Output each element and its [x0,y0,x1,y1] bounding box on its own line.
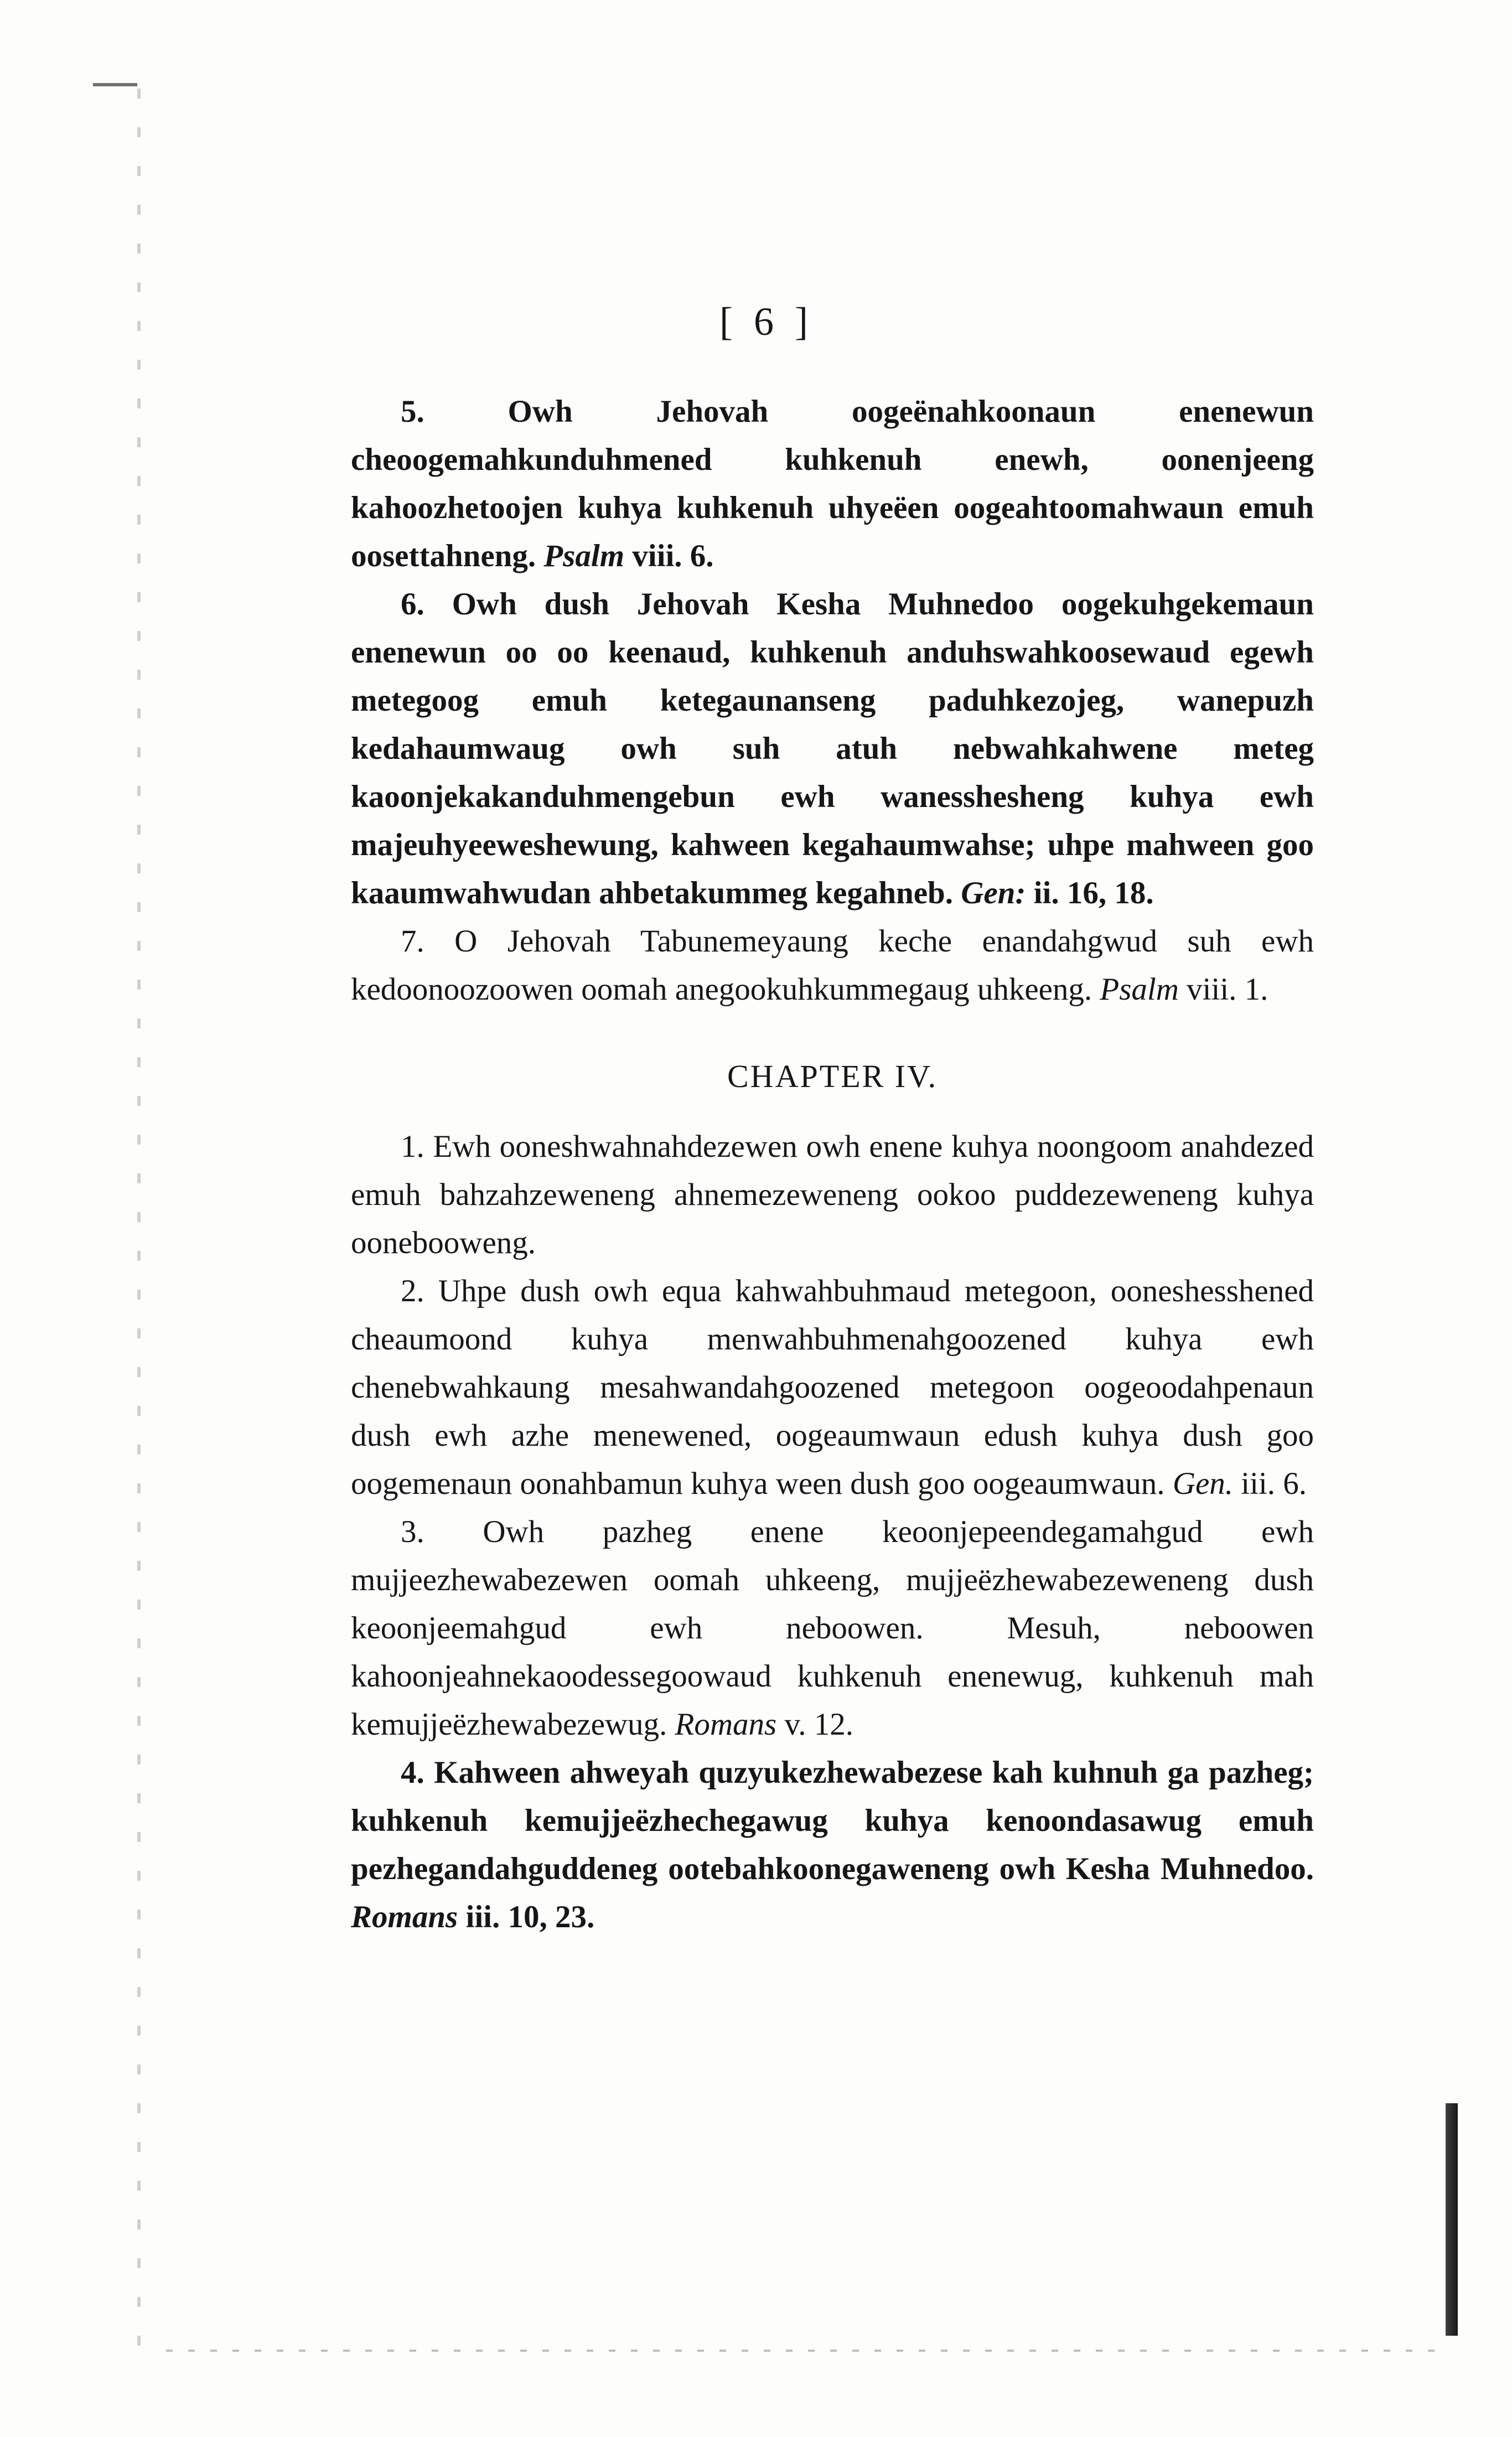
verse-citation: Romans [675,1707,777,1742]
verse-text: 1. Ewh ooneshwahnahdezewen owh enene kuhya noongoom anahdezed emuh bahzahzeweneng ahnemezeweneng ookoo puddezeweneng kuhya ooneboowеng. [351,1129,1314,1260]
page-body [351,387,1314,1941]
verse-text: 2. Uhpe dush owh equa kahwahbuhmaud metegoon, ooneshesshened cheaumoond kuhya menwahbuhmenahgoozened kuhya ewh chenebwahkaung mesahwandahgoozened metegoon oogeoodahpenaun dush ewh azhe menewened, oogeaumwaun edush kuhya dush goo oogemenaun oonahbamun kuhya ween dush goo oogeaumwaun. [351,1274,1314,1501]
verse-reference: iii. 6. [1241,1466,1307,1501]
chapter4-verse-1 [351,1122,1314,1267]
verse-text: 4. Kahween ahweyah quzyukezhewabezese kah kuhnuh ga pazheg; kuhkenuh kemujjeëzhechegawug kuhya kenoondasawug emuh pezhegandahguddeneg ootebahkoonegaweneng owh Kesha Muhnedoo. [351,1755,1314,1886]
scan-edge-left [137,89,141,2358]
page-number: [ 6 ] [719,299,814,344]
verse-citation: Psalm [1100,972,1179,1007]
verse-citation: Gen: [961,876,1026,910]
verse-reference: viii. 1. [1187,972,1268,1007]
verse-text: 6. Owh dush Jehovah Kesha Muhnedoo oogekuhgekemaun enenewun oo oo keenaud, kuhkenuh anduhswahkoosewaud egewh metegoog emuh ketegaunanseng paduhkezojeg, wanepuzh kedahaumwaug owh suh atuh nebwahkahwene meteg kaoonjekakanduhmengebun ewh wanesshesheng kuhya ewh majeuhyeeweshewung, kahween kegahaumwahse; uhpe mahween goo kaaumwahwudan ahbetakummeg kegahneb. [351,587,1314,910]
verse-citation: Gen. [1172,1466,1234,1501]
chapter4-verse-3 [351,1508,1314,1748]
chapter4-verse-2 [351,1267,1314,1508]
chapter-heading: CHAPTER IV. [727,1058,938,1094]
verse-text: 7. O Jehovah Tabunemeyaung keche enandahgwud suh ewh kedoonoozoowen oomah anegookuhkummegaug uhkeeng. [351,924,1314,1007]
verse-reference: viii. 6. [632,539,714,573]
verse-5 [351,387,1314,580]
scan-edge-bottom [166,2350,1439,2352]
scan-edge-right [1446,2103,1458,2336]
verse-text: 5. Owh Jehovah oogeënahkoonaun enenewun cheoogemahkunduhmened kuhkenuh enewh, oonenjeeng kahoozhetoojen kuhya kuhkenuh uhyeëen oogeahtoomahwaun emuh oosettahneng. [351,394,1314,573]
verse-citation: Romans [351,1900,458,1934]
verse-7 [351,917,1314,1013]
verse-6 [351,580,1314,917]
verse-reference: v. 12. [784,1707,854,1742]
verse-reference: ii. 16, 18. [1033,876,1154,910]
verse-citation: Psalm [543,539,625,573]
scan-corner-mark [93,83,137,97]
verse-text: 3. Owh pazheg enene keoonjepeendegamahgud ewh mujjeezhewabezewen oomah uhkeeng, mujjeëzhewabezeweneng dush keoonjeemahgud ewh neboowen. Mesuh, neboowen kahoonjeahnekaoodessegoowaud kuhkenuh enenewug, kuhkenuh mah kemujjeëzhewabezewug. [351,1514,1314,1742]
chapter4-verse-4 [351,1748,1314,1941]
verse-reference: iii. 10, 23. [465,1900,595,1934]
